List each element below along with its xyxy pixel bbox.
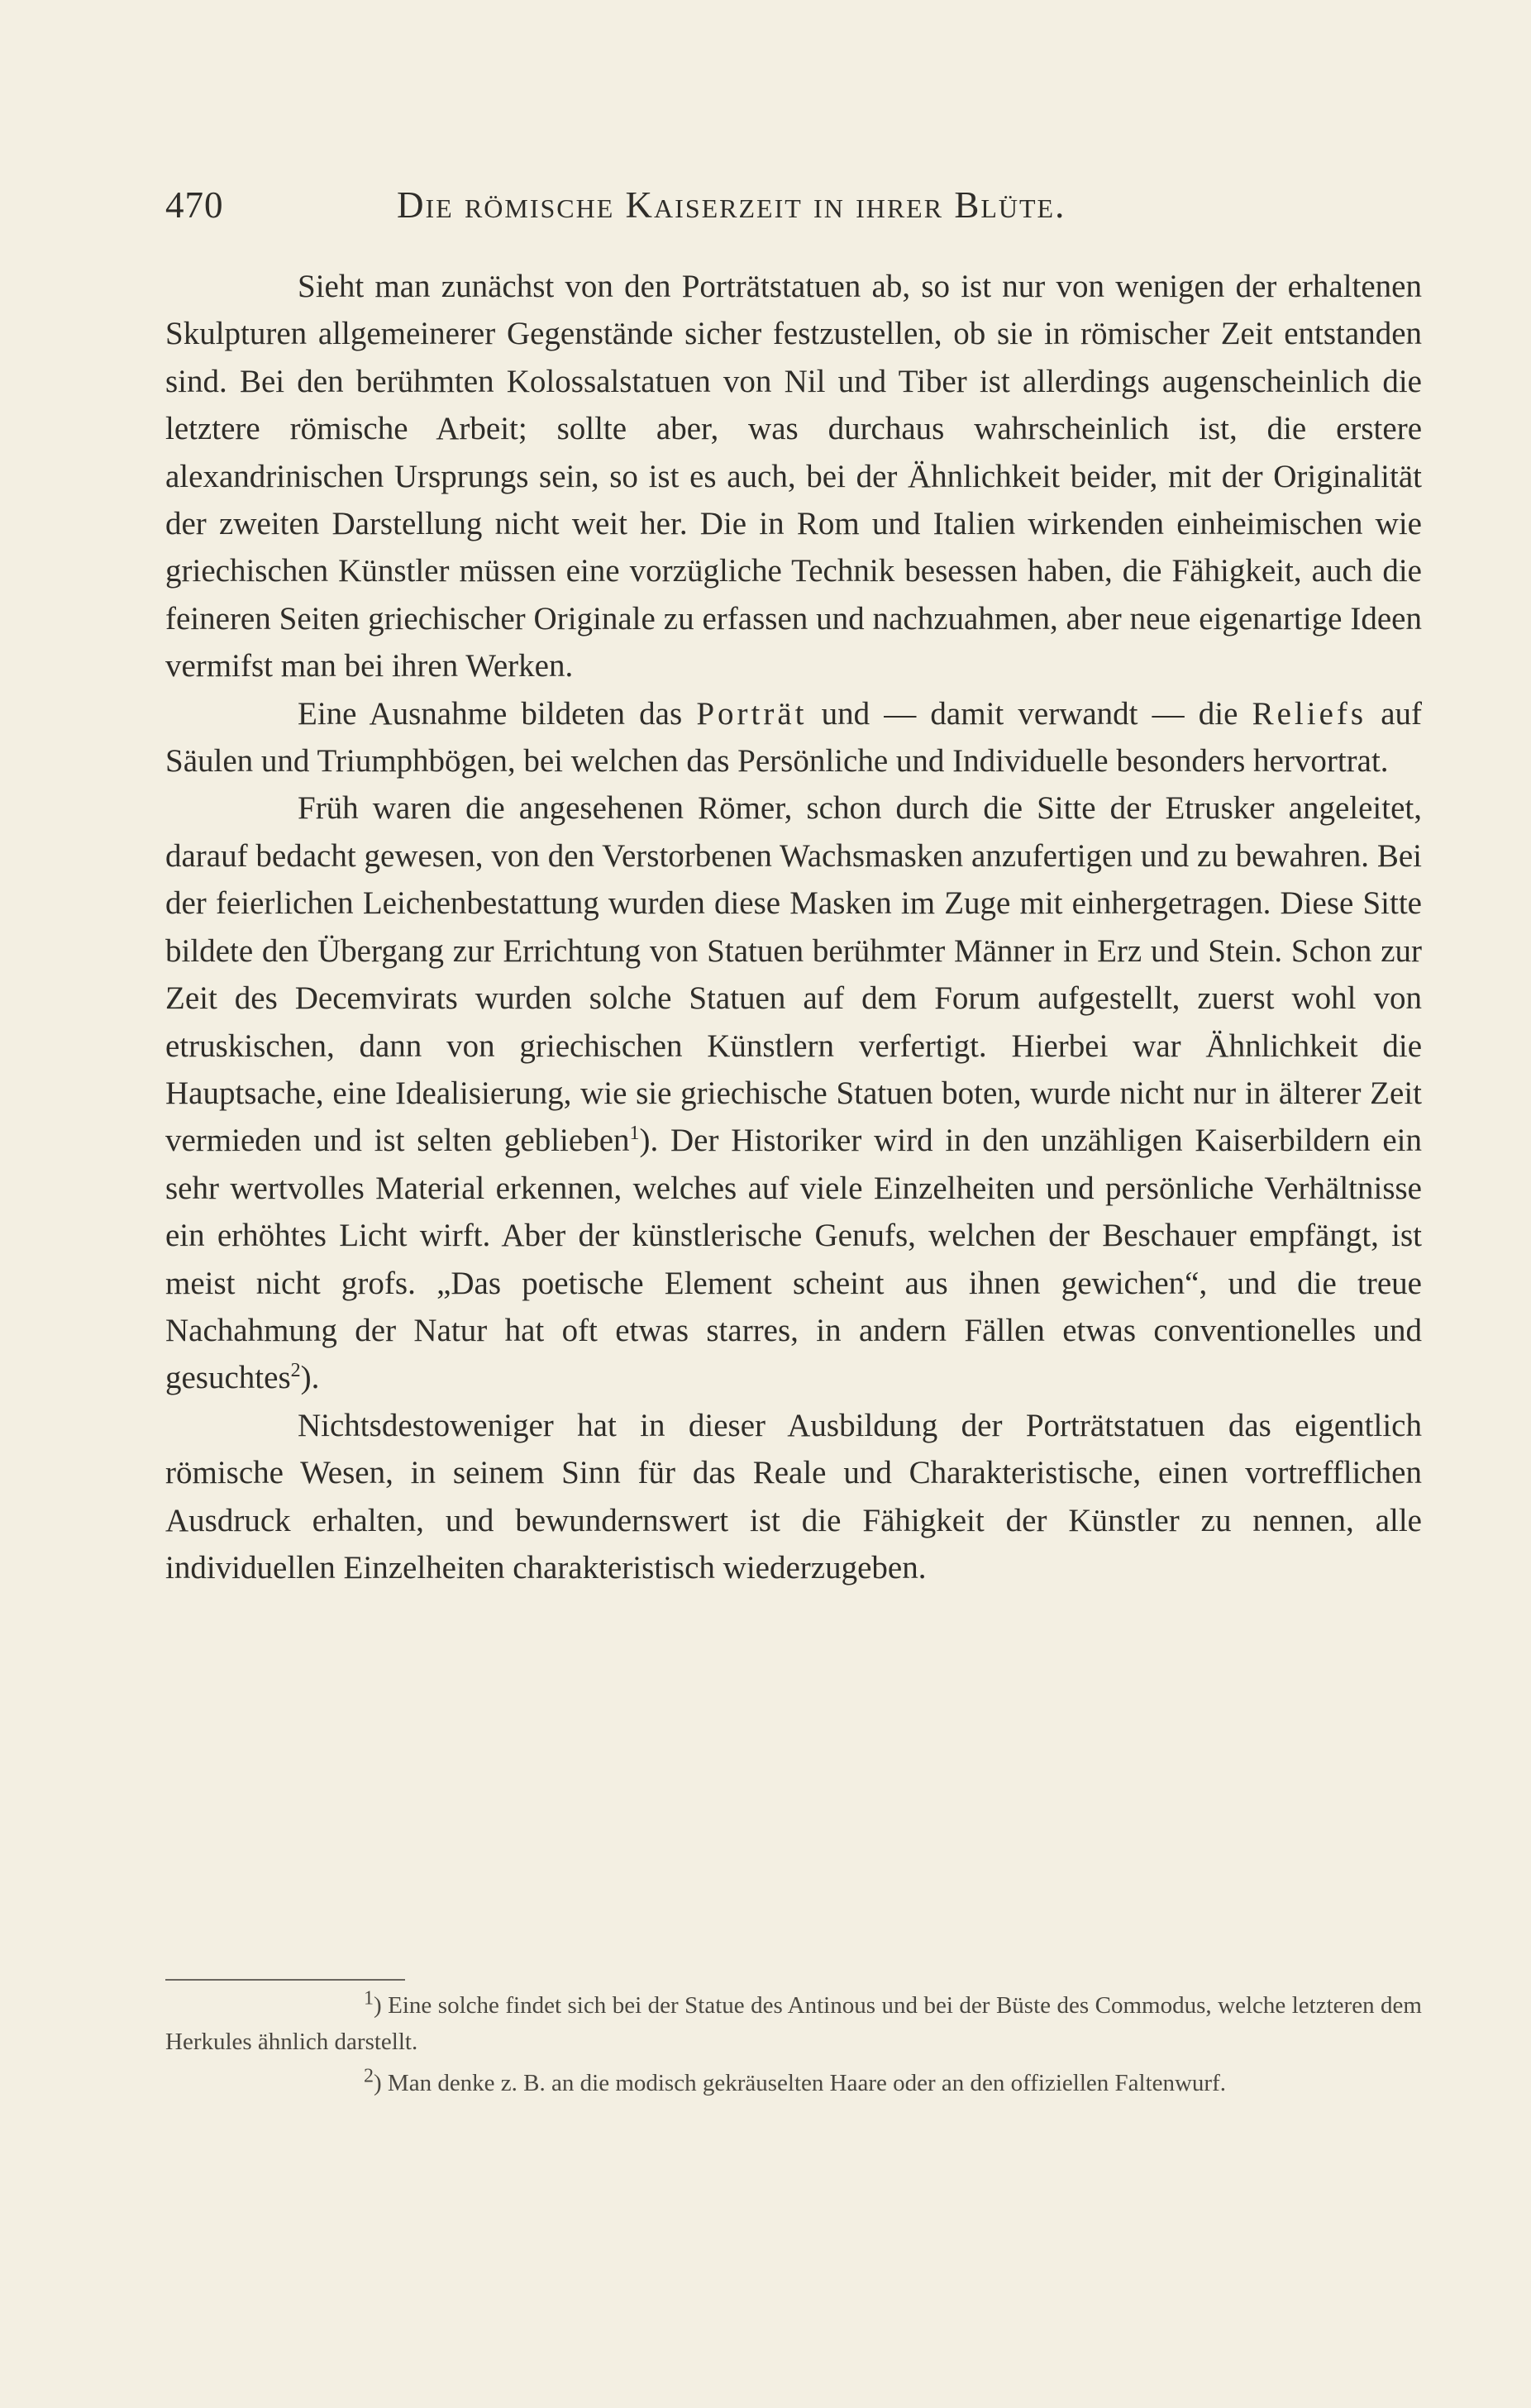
paragraph [165,784,1422,1401]
text-run: Eine Ausnahme bildeten das [298,695,683,732]
running-title: Die römische Kaiserzeit in ihrer Blüte. [397,184,1066,226]
footnote-mark: 2 [364,2065,374,2087]
footnotes [165,1987,1422,2106]
text-run: auf Säulen und Triumphbögen, bei welchen das Persönliche und Individuelle besonders hervortrat. [165,695,1423,780]
footnote-reference: 1 [629,1123,640,1145]
footnote [165,2065,1422,2101]
footnote-mark: 1 [364,1987,374,2010]
emphasized-word: Porträt [696,695,808,732]
text-run: Früh waren die angesehenen Römer, schon durch die Sitte der Etrusker angeleitet, darauf bedacht gewesen, von den Verstorbenen Wachsmasken anzufertigen und zu bewahren. Bei der feierlichen Leichenbestattung wurden diese Masken im Zuge mit einhergetragen. Diese Sitte bildete den Übergang zur Errichtung von Statuen berühmter Männer in Erz und Stein. Schon zur Zeit des Decemvirats wurden solche Statuen auf dem Forum aufgestellt, zuerst wohl von etruskischen, dann von griechischen Künstlern verfertigt. Hierbei war Ähnlichkeit die Hauptsache, eine Idealisierung, wie sie griechische Statuen boten, wurde nicht nur in älterer Zeit vermieden und ist selten geblieben [165,790,1422,1159]
paragraph: Nichtsdestoweniger hat in dieser Ausbildung der Porträtstatuen das eigentlich römische Wesen, in seinem Sinn für das Reale und Charakteristische, einen vortrefflichen Ausdruck erhalten, und bewundernswert ist die Fähigkeit der Künstler zu nennen, alle individuellen Einzelheiten charakteristisch wiederzugeben. [165,1407,1422,1585]
page-number: 470 [165,184,224,226]
page-header [165,184,1422,241]
footnote [165,1987,1422,2060]
paragraph [165,690,1422,785]
book-page [165,0,1422,2408]
footnote-text: ) Eine solche findet sich bei der Statue des Antinous und bei der Büste des Commodus, welche letzteren dem Herkules ähnlich darstellt. [165,1992,1422,2055]
body-text [165,263,1422,1591]
emphasized-word: Reliefs [1252,695,1367,732]
footnote-divider [165,1979,405,1981]
footnote-reference: 2 [290,1360,301,1382]
paragraph: Sieht man zunächst von den Porträtstatuen ab, so ist nur von wenigen der erhaltenen Skulpturen allgemeinerer Gegenstände sicher festzustellen, ob sie in römischer Zeit entstanden sind. Bei den berühmten Kolossalstatuen von Nil und Tiber ist allerdings augenscheinlich die letztere römische Arbeit; sollte aber, was durchaus wahrscheinlich ist, die erstere alexandrinischen Ursprungs sein, so ist es auch, bei der Ähnlichkeit beider, mit der Originalität der zweiten Darstellung nicht weit her. Die in Rom und Italien wirkenden einheimischen wie griechischen Künstler müssen eine vorzügliche Technik besessen haben, die Fähigkeit, auch die feineren Seiten griechischer Originale zu erfassen und nachzuahmen, aber neue eigenartige Ideen vermifst man bei ihren Werken. [165,269,1422,684]
text-run: ). Der Historiker wird in den unzähligen Kaiserbildern ein sehr wertvolles Material erkennen, welches auf viele Einzelheiten und persönliche Verhältnisse ein erhöhtes Licht wirft. Aber der künstlerische Genufs, welchen der Beschauer empfängt, ist meist nicht grofs. „Das poetische Element scheint aus ihnen gewichen“, und die treue Nachahmung der Natur hat oft etwas starres, in andern Fällen etwas conventionelles und gesuchtes [165,1123,1422,1396]
text-run: und — damit verwandt — die [821,695,1238,732]
footnote-text: ) Man denke z. B. an die modisch gekräuselten Haare oder an den offiziellen Faltenwurf. [374,2070,1227,2096]
text-run: ). [300,1360,320,1396]
